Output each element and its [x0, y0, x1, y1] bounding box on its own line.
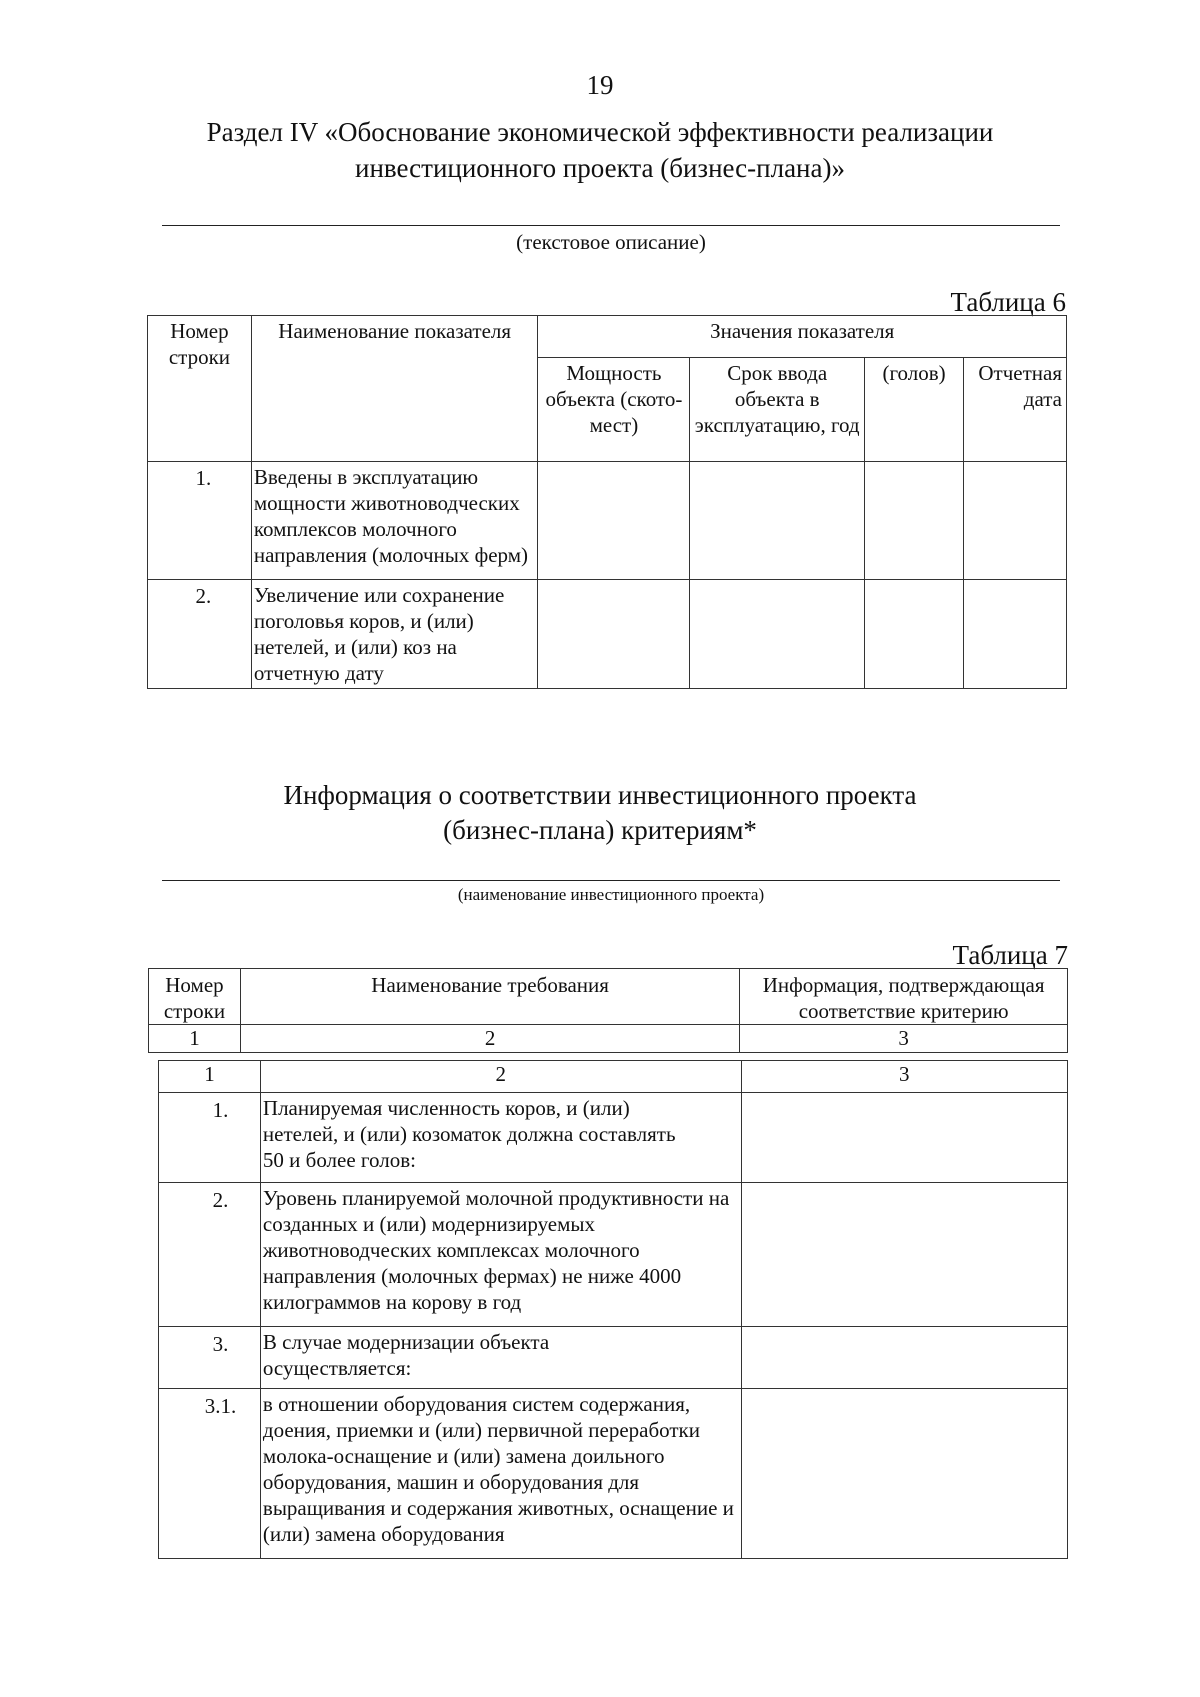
table7-row	[159, 1183, 1068, 1327]
table6-header-capacity: Мощность объекта (ското-мест)	[538, 358, 690, 462]
table7-row-text: Уровень планируемой молочной продуктивности на созданных и (или) модернизируемых животноводческих комплексах молочного направления (молочных фермах) не ниже 4000 килограммов на корову в год	[260, 1183, 741, 1327]
table6-cell-commissioning	[690, 462, 865, 580]
table6-header-indicator-values: Значения показателя	[538, 316, 1067, 358]
table6-label: Таблица 6	[950, 287, 1066, 317]
table6-cell-commissioning	[690, 580, 865, 689]
table6-header-commissioning: Срок ввода объекта в эксплуатацию, год	[690, 358, 865, 462]
table6-row-number: 2.	[148, 580, 252, 689]
table6-header-row-number: Номер строки	[148, 316, 252, 462]
table7-row-info	[741, 1183, 1067, 1327]
table7-numbering-1: 1	[159, 1061, 261, 1093]
table7-numbering-1: 1	[149, 1025, 241, 1053]
table7-row-info	[741, 1389, 1067, 1559]
table6-cell-capacity	[538, 462, 690, 580]
table7-header-requirement: Наименование требования	[240, 969, 739, 1025]
table7-row-info	[741, 1327, 1067, 1389]
section-title	[160, 114, 1040, 186]
project-name-caption: (наименование инвестиционного проекта)	[457, 885, 765, 904]
info-title-line1: Информация о соответствии инвестиционного проекта	[283, 780, 917, 810]
table7-row	[159, 1389, 1068, 1559]
table6	[147, 315, 1067, 689]
section-title-line2: инвестиционного проекта (бизнес-плана)»	[355, 153, 845, 183]
info-title	[160, 778, 1040, 848]
table7-row	[159, 1093, 1068, 1183]
table7-row-number: 2.	[159, 1183, 261, 1327]
table6-header-heads: (голов)	[865, 358, 964, 462]
page-number: 19	[586, 70, 614, 100]
text-description-caption: (текстовое описание)	[516, 230, 706, 254]
info-title-line2: (бизнес-плана) критериям*	[443, 815, 757, 845]
table6-header-indicator-name: Наименование показателя	[251, 316, 538, 462]
table6-cell-report-date	[964, 580, 1067, 689]
table7-label: Таблица 7	[952, 940, 1068, 970]
table6-cell-report-date	[964, 462, 1067, 580]
table6-cell-heads	[865, 580, 964, 689]
table7-numbering-2: 2	[240, 1025, 739, 1053]
table6-row	[148, 580, 1067, 689]
table7-header-row-number: Номер строки	[149, 969, 241, 1025]
section-title-line1: Раздел IV «Обоснование экономической эффективности реализации	[206, 117, 994, 147]
table7-row-info	[741, 1093, 1067, 1183]
table6-row-name: Увеличение или сохранение поголовья коров, и (или) нетелей, и (или) коз на отчетную дату	[251, 580, 538, 689]
table6-header-report-date: Отчетная дата	[964, 358, 1067, 462]
table7-numbering-3: 3	[741, 1061, 1067, 1093]
project-name-line	[162, 880, 1060, 881]
table7-row-text: В случае модернизации объекта осуществляется:	[260, 1327, 741, 1389]
table6-row-number: 1.	[148, 462, 252, 580]
table6-cell-capacity	[538, 580, 690, 689]
table7-row-number: 3.	[159, 1327, 261, 1389]
table7	[158, 1060, 1068, 1559]
table7-row-number: 1.	[159, 1093, 261, 1183]
table7-row-number: 3.1.	[159, 1389, 261, 1559]
table6-cell-heads	[865, 462, 964, 580]
table7-row-text: Планируемая численность коров, и (или) нетелей, и (или) козоматок должна составлять 50 и более голов:	[260, 1093, 741, 1183]
table6-row	[148, 462, 1067, 580]
table7-numbering-2: 2	[260, 1061, 741, 1093]
text-description-line	[162, 225, 1060, 226]
table6-row-name: Введены в эксплуатацию мощности животноводческих комплексов молочного направления (молочных ферм)	[251, 462, 538, 580]
table7-numbering-3: 3	[740, 1025, 1068, 1053]
table7-header-info: Информация, подтверждающая соответствие критерию	[740, 969, 1068, 1025]
table7-row	[159, 1327, 1068, 1389]
table7-row-text: в отношении оборудования систем содержания, доения, приемки и (или) первичной переработки молока-оснащение и (или) замена доильного оборудования, машин и оборудования для выращивания и содержания животных, оснащение и (или) замена оборудования	[260, 1389, 741, 1559]
table7-header	[148, 968, 1068, 1053]
